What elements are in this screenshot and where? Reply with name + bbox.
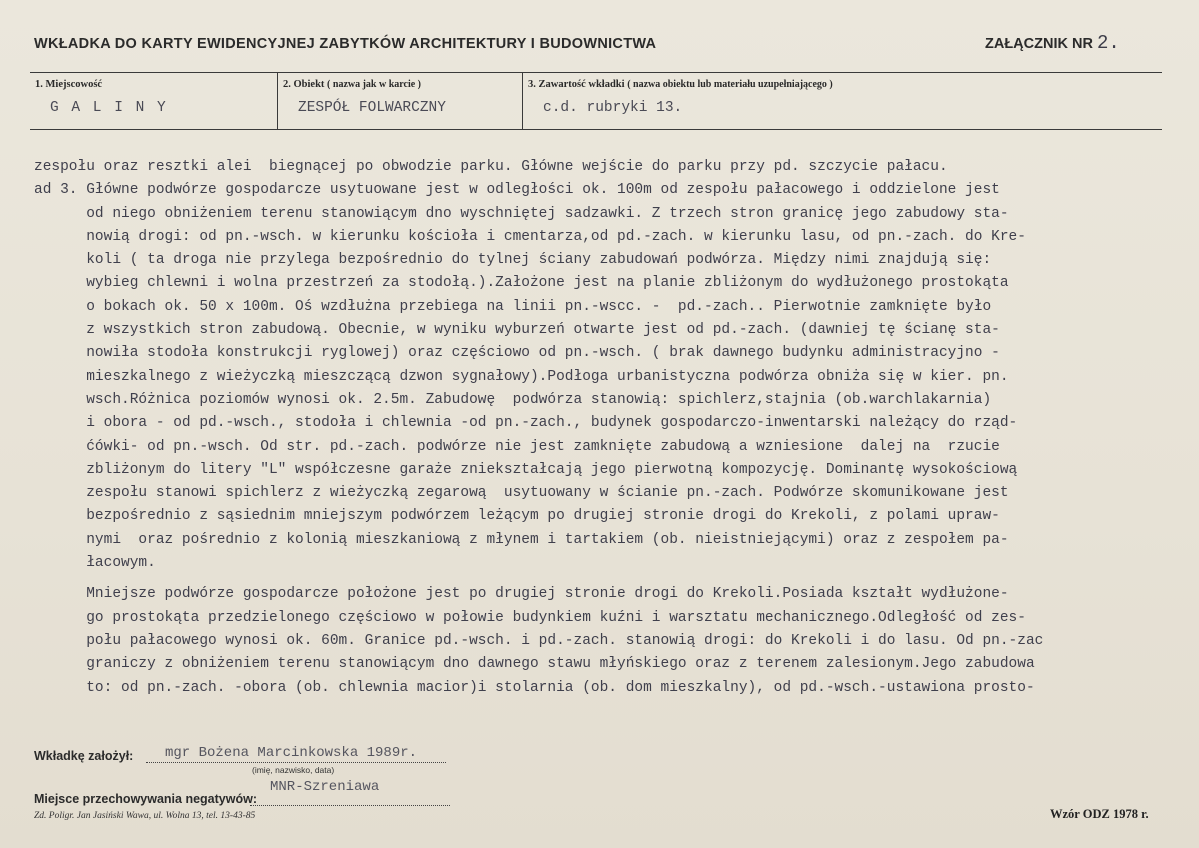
- text-line: bezpośrednio z sąsiednim mniejszym podwórzem leżącym po drugiej stronie drogi do Krekoli, z polami upraw-: [34, 508, 1000, 525]
- field-content-value: c.d. rubryki 13.: [543, 100, 683, 116]
- text-line: to: od pn.-zach. -obora (ob. chlewnia macior)i stolarnia (ob. dom mieszkalny), od pd.-wsch.-ustawiona prosto-: [34, 679, 1035, 696]
- field-object: [278, 73, 523, 129]
- text-line: połu pałacowego wynosi ok. 60m. Granice pd.-wsch. i pd.-zach. stanowią drogi: do Krekoli i do lasu. Od pn.-zac: [34, 632, 1044, 649]
- field-object-label-note: ( nazwa jak w karcie ): [327, 79, 422, 90]
- paragraph-gap: [34, 575, 1184, 583]
- field-object-label-text: 2. Obiekt: [283, 79, 325, 90]
- form-title: WKŁADKA DO KARTY EWIDENCYJNEJ ZABYTKÓW ARCHITEKTURY I BUDOWNICTWA: [34, 36, 657, 52]
- typed-text: [34, 156, 1184, 700]
- author-value: mgr Bożena Marcinkowska 1989r.: [165, 745, 418, 761]
- text-line: nymi oraz pośrednio z kolonią mieszkaniową z młynem i tartakiem (ob. nieistniejącymi) oraz z zespołem pa-: [34, 531, 1009, 548]
- text-line: nowiła stodoła konstrukcji ryglowej) oraz częściowo od pn.-wsch. ( brak dawnego budynku administracyjno -: [34, 345, 1000, 362]
- field-content-label-text: 3. Zawartość wkładki: [528, 79, 625, 90]
- field-object-value: ZESPÓŁ FOLWARCZNY: [298, 100, 446, 116]
- text-line: zespołu stanowi spichlerz z wieżyczką zegarową usytuowany w ścianie pn.-zach. Podwórze skomunikowane jest: [34, 485, 1009, 502]
- author-note: (imię, nazwisko, data): [252, 765, 335, 775]
- annex-label-text: ZAŁĄCZNIK NR: [985, 36, 1093, 52]
- field-locality: [30, 73, 278, 129]
- text-line: i obora - od pd.-wsch., stodoła i chlewnia -od pn.-zach., budynek gospodarczo-inwentarski należący do rząd-: [34, 415, 1018, 432]
- text-line: koli ( ta droga nie przylega bezpośrednio do tylnej ściany zabudowań podwórza. Między nimi znajdują się:: [34, 252, 992, 269]
- field-content: [523, 73, 1162, 129]
- negatives-value: MNR-Szreniawa: [270, 779, 380, 795]
- text-line: zespołu oraz resztki alei biegnącej po obwodzie parku. Główne wejście do parku przy pd. szczycie pałacu.: [34, 159, 948, 175]
- annex-label: [985, 32, 1120, 54]
- negatives-dotted-line: [250, 805, 450, 806]
- text-line: Mniejsze podwórze gospodarcze położone jest po drugiej stronie drogi do Krekoli.Posiada kształt wydłużone-: [34, 586, 1009, 603]
- field-content-label: [528, 79, 833, 90]
- text-line: wsch.Różnica poziomów wynosi ok. 2.5m. Zabudowę podwórza stanowią: spichlerz,stajnia (ob.warchlakarnia): [34, 391, 992, 408]
- text-line: o bokach ok. 50 x 100m. Oś wzdłużna przebiega na linii pn.-wscc. - pd.-zach.. Pierwotnie zamknięte było: [34, 298, 992, 315]
- field-locality-label: 1. Miejscowość: [35, 79, 103, 90]
- negatives-label: Miejsce przechowywania negatywów:: [34, 792, 257, 806]
- text-line: graniczy z obniżeniem terenu stanowiącym dno dawnego stawu młyńskiego oraz z terenem zalesionym.Jego zabudowa: [34, 656, 1035, 673]
- form-model: Wzór ODZ 1978 r.: [1050, 807, 1149, 821]
- text-line: od niego obniżeniem terenu stanowiącym dno wyschniętej sadzawki. Z trzech stron granicę jego zabudowy sta-: [34, 205, 1009, 222]
- author-label: Wkładkę założył:: [34, 749, 134, 763]
- author-dotted-line: [146, 762, 446, 763]
- text-line: nowią drogi: od pn.-wsch. w kierunku kościoła i cmentarza,od pd.-zach. w kierunku lasu, od pn.-zach. do Kre-: [34, 228, 1026, 245]
- annex-number: 2.: [1096, 32, 1120, 54]
- text-line: go prostokąta przedzielonego częściowo w połowie budynkiem kuźni i warsztatu mechanicznego.Odległość od zes-: [34, 609, 1026, 626]
- field-locality-value: G A L I N Y: [50, 100, 168, 116]
- text-line: zbliżonym do litery "L" współczesne garaże zniekształcają jego pierwotną kompozycję. Dominantę wysokościową: [34, 461, 1018, 478]
- text-line: ćówki- od pn.-wsch. Od str. pd.-zach. podwórze nie jest zamknięte zabudową a wzniesione dalej na rzucie: [34, 438, 1000, 455]
- text-line: łacowym.: [34, 555, 156, 572]
- header-fields: [30, 72, 1162, 130]
- field-content-label-note: ( nazwa obiektu lub materiału uzupełniającego ): [627, 79, 833, 90]
- field-object-label: [283, 79, 421, 90]
- text-line: wybieg chlewni i wolna przestrzeń za stodołą.).Założone jest na planie zbliżonym do wydłużonego prostokąta: [34, 275, 1009, 292]
- text-line: mieszkalnego z wieżyczką mieszczącą dzwon sygnałowy).Podłoga urbanistyczna podwórza obniża się w kier. pn.: [34, 368, 1009, 385]
- text-line: ad 3. Główne podwórze gospodarcze usytuowane jest w odległości ok. 100m od zespołu pałacowego i oddzielone jest: [34, 182, 1000, 199]
- text-line: z wszystkich stron zabudową. Obecnie, w wyniku wyburzeń otwarte jest od pd.-zach. (dawniej tę ścianę sta-: [34, 322, 1000, 339]
- printer-imprint: Zd. Poligr. Jan Jasiński Wawa, ul. Wolna 13, tel. 13-43-85: [34, 811, 256, 821]
